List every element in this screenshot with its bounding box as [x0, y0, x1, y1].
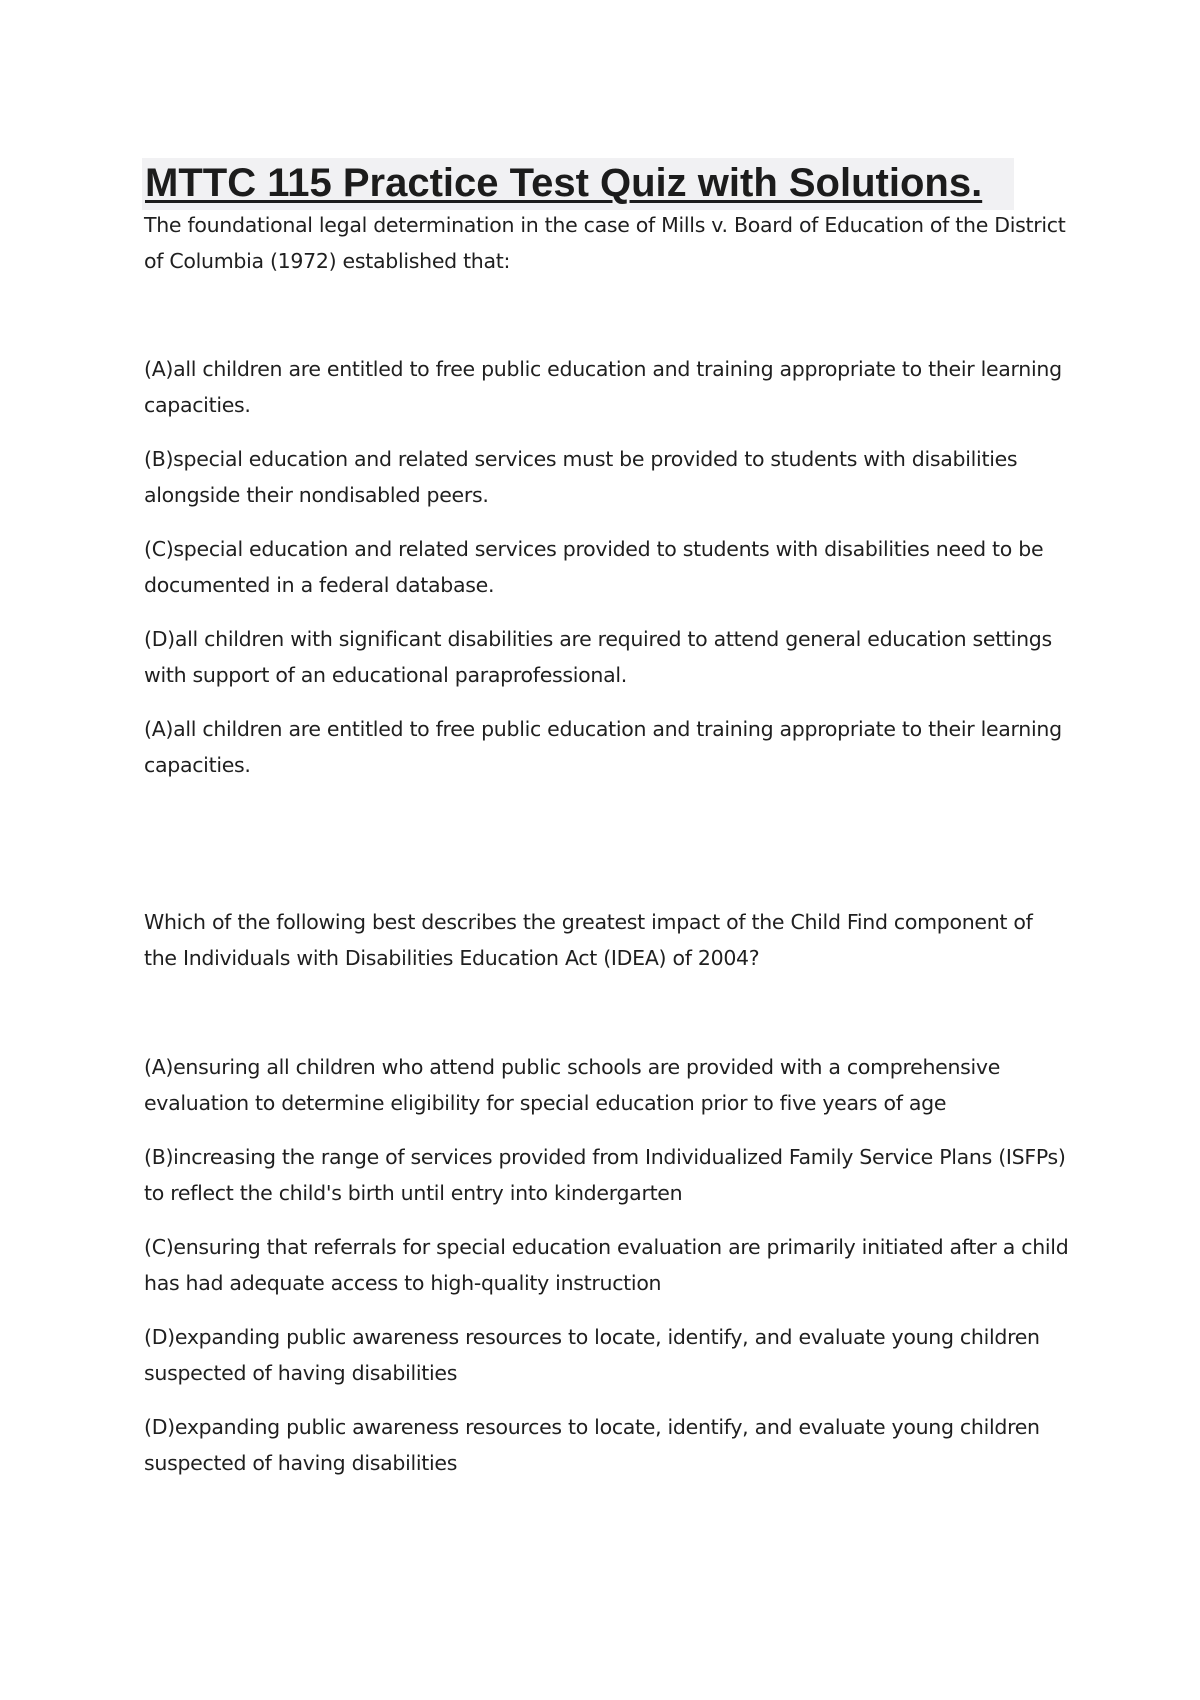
question-2-option-c: (C)ensuring that referrals for special education evaluation are primarily initiated after a child has had adequate access to high-quality instruction: [144, 1235, 1069, 1295]
question-2-stem: Which of the following best describes the greatest impact of the Child Find component of the Individuals with Disabilities Education Act (IDEA) of 2004?: [144, 910, 1033, 970]
question-1-option-d: (D)all children with significant disabilities are required to attend general education settings with support of an educational paraprofessional.: [144, 627, 1052, 687]
question-2-option-d: (D)expanding public awareness resources to locate, identify, and evaluate young children suspected of having disabilities: [144, 1325, 1040, 1385]
question-1-stem: The foundational legal determination in the case of Mills v. Board of Education of the District of Columbia (1972) established that:: [144, 213, 1066, 273]
question-2-option-a: (A)ensuring all children who attend public schools are provided with a comprehensive evaluation to determine eligibility for special education prior to five years of age: [144, 1055, 1001, 1115]
question-1-option-a: (A)all children are entitled to free public education and training appropriate to their learning capacities.: [144, 357, 1062, 417]
question-1-option-b: (B)special education and related services must be provided to students with disabilities alongside their nondisabled peers.: [144, 447, 1018, 507]
question-2-answer: (D)expanding public awareness resources to locate, identify, and evaluate young children suspected of having disabilities: [144, 1415, 1040, 1475]
question-1-option-c: (C)special education and related services provided to students with disabilities need to be documented in a federal database.: [144, 537, 1044, 597]
question-2-option-b: (B)increasing the range of services provided from Individualized Family Service Plans (ISFPs) to reflect the child's birth until entry into kindergarten: [144, 1145, 1066, 1205]
page-title: MTTC 115 Practice Test Quiz with Solutions.: [145, 161, 983, 205]
question-1-answer: (A)all children are entitled to free public education and training appropriate to their learning capacities.: [144, 717, 1062, 777]
